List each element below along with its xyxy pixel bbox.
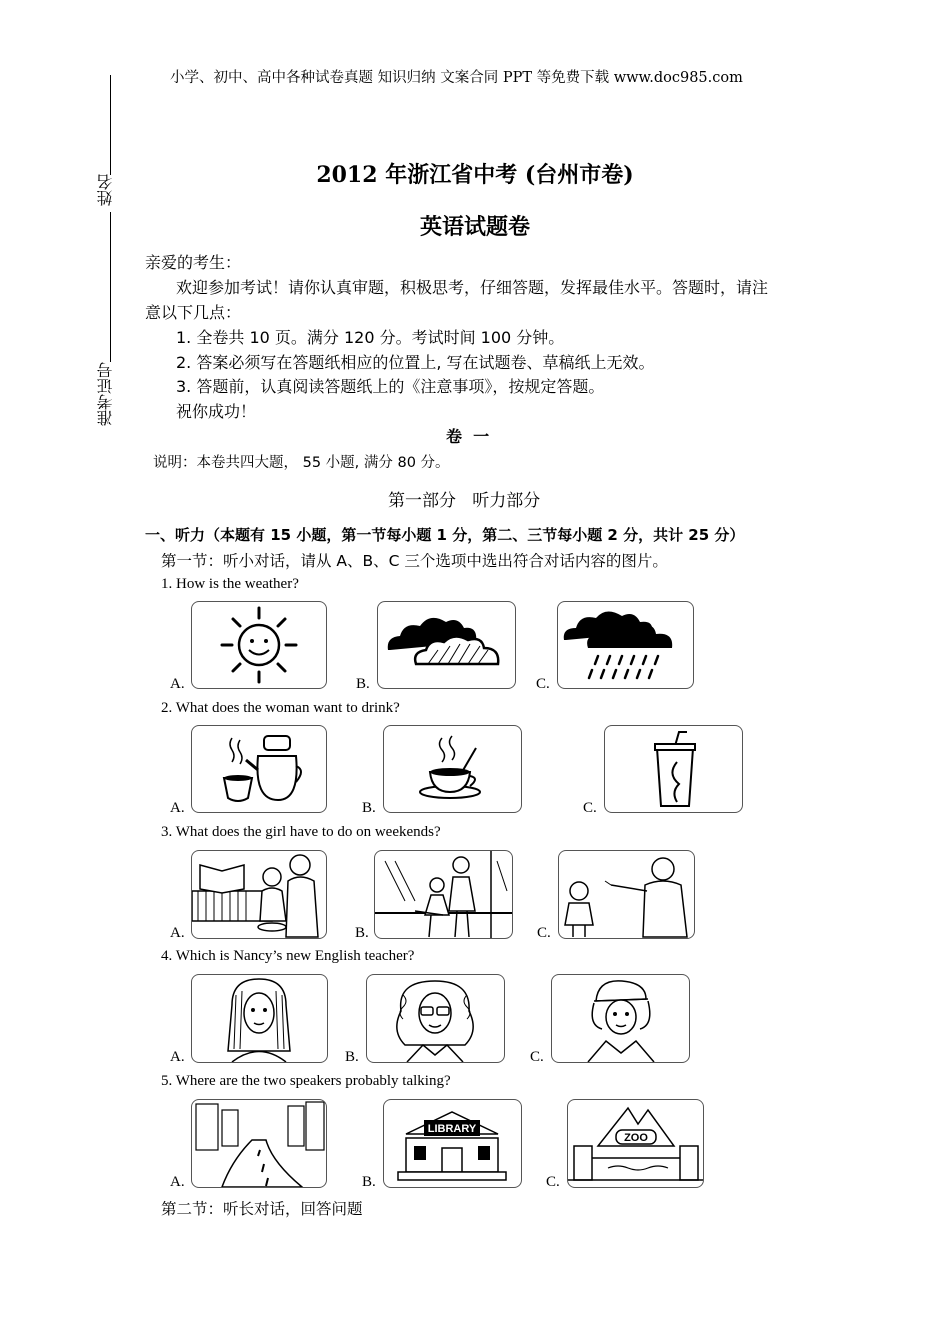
note-item: 2. 答案必须写在答题纸相应的位置上, 写在试题卷、草稿纸上无效。 [176,353,655,372]
note-item: 1. 全卷共 10 页。满分 120 分。考试时间 100 分钟。 [176,328,565,347]
option-label: C. [537,925,551,941]
sun-icon[interactable] [191,601,327,689]
cloudy-icon[interactable] [377,601,516,689]
piano-lesson-picture[interactable] [191,850,327,939]
option-label: A. [170,1174,185,1190]
long-hair-woman-picture[interactable] [191,974,328,1063]
option-label: B. [362,800,376,816]
option-label: C. [583,800,597,816]
coffee-cup-icon[interactable] [383,725,522,813]
soda-cup-icon[interactable] [604,725,743,813]
section-title: 一、听力（本题有 15 小题，第一节每小题 1 分，第二、三节每小题 2 分，共计 25 分） [145,526,745,544]
side-name-label: 姓名 [96,174,115,206]
option-label: B. [356,676,370,692]
subsection-title: 第一节：听小对话，请从 A、B、C 三个选项中选出符合对话内容的图片。 [161,552,668,570]
option-label: A. [170,676,185,692]
part-heading: 第一部分 听力部分 [388,491,541,511]
option-label: C. [536,676,550,692]
street-picture[interactable] [191,1099,327,1188]
library-sign: LIBRARY [427,1123,477,1135]
library-picture[interactable] [383,1099,522,1188]
subsection-title-2: 第二节：听长对话，回答问题 [161,1200,363,1218]
intro-line: 欢迎参加考试！请你认真审题，积极思考，仔细答题，发挥最佳水平。答题时，请注 [176,278,769,297]
note-item: 3. 答题前，认真阅读答题纸上的《注意事项》，按规定答题。 [176,377,605,396]
zoo-picture[interactable] [567,1099,704,1188]
option-label: A. [170,800,185,816]
intro-line: 意以下几点： [145,303,242,322]
question-4: 4. Which is Nancy’s new English teacher? [161,948,415,964]
singing-lesson-picture[interactable] [558,850,695,939]
option-label: B. [362,1174,376,1190]
hat-woman-picture[interactable] [551,974,690,1063]
question-5: 5. Where are the two speakers probably talking? [161,1073,451,1089]
option-label: B. [355,925,369,941]
rain-icon[interactable] [557,601,694,689]
option-label: C. [530,1049,544,1065]
volume-heading: 卷 一 [446,427,490,446]
greeting: 亲爱的考生： [145,253,242,272]
question-3: 3. What does the girl have to do on weekends? [161,824,441,840]
exam-title: 2012 年浙江省中考 (台州市卷) [316,162,634,188]
page-header: 小学、初中、高中各种试卷真题 知识归纳 文案合同 PPT 等免费下载 www.doc985.com [170,70,743,86]
option-label: B. [345,1049,359,1065]
question-1: 1. How is the weather? [161,576,299,592]
glasses-woman-picture[interactable] [366,974,505,1063]
ballet-lesson-picture[interactable] [374,850,513,939]
question-2: 2. What does the woman want to drink? [161,700,400,716]
option-label: C. [546,1174,560,1190]
volume-explain: 说明：本卷共四大题， 55 小题, 满分 80 分。 [153,455,450,471]
teapot-icon[interactable] [191,725,327,813]
option-label: A. [170,1049,185,1065]
exam-subtitle: 英语试题卷 [419,215,530,240]
zoo-sign: ZOO [624,1132,648,1144]
side-id-label: 准考证号 [96,362,115,426]
option-label: A. [170,925,185,941]
wish-text: 祝你成功！ [176,402,257,421]
